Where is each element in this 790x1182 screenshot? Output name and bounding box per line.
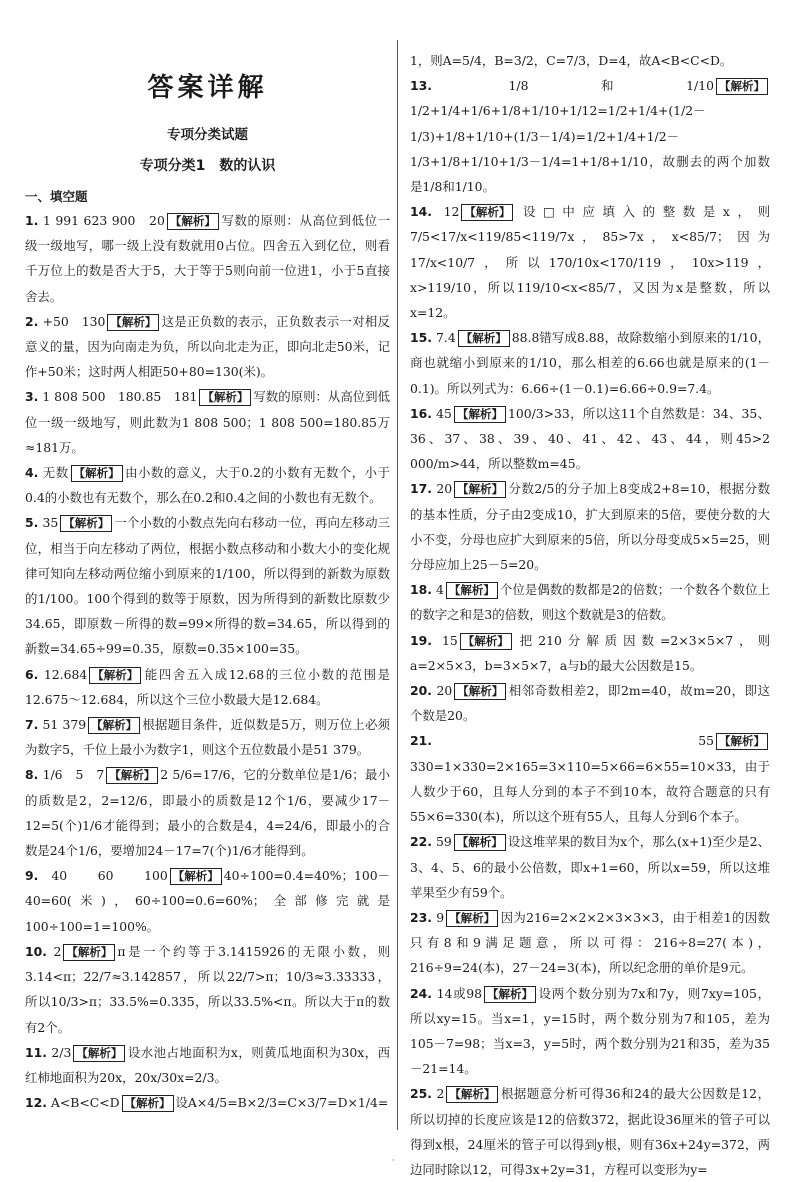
answer-value: 1/6 5 7 <box>42 767 105 783</box>
answer-number: 24. <box>410 985 432 1001</box>
answer-value: 59 <box>435 834 452 850</box>
answer-item <box>410 476 770 577</box>
answer-number: 7. <box>25 717 39 733</box>
analysis-tag: 【解析】 <box>71 465 123 482</box>
answer-item <box>410 905 770 981</box>
answer-number: 12. <box>25 1095 47 1111</box>
answer-number: 14. <box>410 204 432 220</box>
answer-number: 17. <box>410 481 432 497</box>
answer-number: 6. <box>25 666 39 682</box>
analysis-text: 由小数的意义，大于0.2的小数有无数个，小于0.4的小数也有无数个，那么在0.2和0.4之间的小数也有无数个。 <box>25 465 390 506</box>
analysis-text: 88.8错写成8.88，故除数缩小到原来的1/10，商也就缩小到原来的1/10，那么相差的6.66也就是原来的(1－0.1)。所以列式为：6.66÷(1－0.1)=6.66÷0.9=7.4。 <box>410 330 770 396</box>
answer-number: 10. <box>25 943 47 959</box>
answer-number: 8. <box>25 767 39 783</box>
analysis-text: 设这堆苹果的数目为x个，那么(x+1)至少是2、3、4、5、6的最小公倍数，即x+1=60，所以x=59，所以这堆苹果至少有59个。 <box>410 834 770 900</box>
answer-item <box>25 309 390 385</box>
answer-number: 23. <box>410 909 432 925</box>
answer-value: 1/8和1/10 <box>508 78 714 94</box>
answer-item <box>25 1090 390 1115</box>
analysis-tag: 【解析】 <box>107 314 159 331</box>
answer-value: 15 <box>441 632 458 648</box>
section-heading: 专项分类试题 <box>167 127 248 143</box>
answer-value: +50 130 <box>42 313 106 329</box>
analysis-tag: 【解析】 <box>167 213 219 230</box>
analysis-text: 40÷100=0.4=40%；100－40=60(米)，60÷100=0.6=60%；全部修完就是100÷100=1=100%。 <box>25 868 390 934</box>
answer-value: 9 <box>436 909 445 925</box>
analysis-tag: 【解析】 <box>484 986 536 1003</box>
answer-number: 9. <box>25 868 39 884</box>
answer-item <box>25 1040 390 1090</box>
page-footer-mark: · <box>392 1156 395 1165</box>
answer-value: 4 <box>435 582 444 598</box>
analysis-text: 设A×4/5=B×2/3=C×3/7=D×1/4= <box>175 1095 389 1111</box>
answer-item <box>25 712 390 762</box>
right-answer-list <box>410 48 770 1182</box>
answer-item <box>25 662 390 712</box>
answer-item <box>410 73 770 199</box>
answer-value: 2 <box>436 1086 445 1102</box>
answer-item <box>25 208 390 309</box>
answer-number: 4. <box>25 465 39 481</box>
analysis-text: 相邻奇数相差2，即2m=40，故m=20，即这个数是20。 <box>410 683 770 724</box>
analysis-tag: 【解析】 <box>458 330 510 347</box>
analysis-tag: 【解析】 <box>446 1086 498 1103</box>
analysis-tag: 【解析】 <box>89 667 141 684</box>
analysis-text: 写数的原则：从高位到低位一级一级地写，哪一级上没有数就用0占位。四舍五入到亿位，则看千万位上的数是否大于5，大于等于5则向前一位进1，小于5直接舍去。 <box>25 213 390 304</box>
analysis-text: 1/2+1/4+1/6+1/8+1/10+1/12=1/2+1/4+(1/2－1/3)+1/8+1/10+(1/3－1/4)=1/2+1/4+1/2－1/3+1/8+1/10+1/3－1/4=1+1/8+1/10，故删去的两个加数是1/8和1/10。 <box>410 103 770 195</box>
answer-item <box>410 577 770 627</box>
analysis-tag: 【解析】 <box>106 767 158 784</box>
analysis-text: 根据题目条件，近似数是5万，则万位上必须为数字5，千位上最小为数字1，则这个五位数最小是51 379。 <box>25 717 390 758</box>
answer-item <box>410 199 770 325</box>
answer-value: 40 60 100 <box>51 868 168 884</box>
answer-number: 13. <box>410 78 432 94</box>
answer-item <box>410 1081 770 1182</box>
analysis-tag: 【解析】 <box>446 910 498 927</box>
answer-value: 51 379 <box>42 717 87 733</box>
answer-number: 19. <box>410 632 432 648</box>
answer-number: 2. <box>25 313 39 329</box>
analysis-text: 能四舍五入成12.68的三位小数的范围是12.675～12.684，所以这个三位小数最大是12.684。 <box>25 666 390 707</box>
analysis-text: 把210分解质因数=2×3×5×7，则a=2×5×3，b=3×5×7，a与b的最大公因数是15。 <box>410 632 770 673</box>
analysis-tag: 【解析】 <box>446 582 498 599</box>
answer-item <box>410 401 770 477</box>
analysis-text: 因为216=2×2×2×3×3×3，由于相差1的因数只有8和9满足题意，所以可得：216÷8=27(本)，216÷9=24(本)，27－24=3(本)，所以纪念册的单价是9元。 <box>410 909 770 976</box>
analysis-text: 写数的原则：从高位到低位一级一级地写，则此数为1 808 500；1 808 500=180.85万≈181万。 <box>25 389 390 455</box>
answer-number: 15. <box>410 330 432 346</box>
answer-value: 无数 <box>42 465 69 481</box>
analysis-text: 分数2/5的分子加上8变成2+8=10，根据分数的基本性质，分子由2变成10，扩大到原来的5倍，要使分数的大小不变，分母也应扩大到原来的5倍，所以分母变成5×5=25，则分母应加上25－5=20。 <box>410 481 770 573</box>
analysis-text: 设水池占地面积为x，则黄瓜地面积为30x，西红柿地面积为20x，20x/30x=2/3。 <box>25 1044 390 1085</box>
analysis-tag: 【解析】 <box>454 406 506 423</box>
answer-item <box>410 981 770 1082</box>
page-title: 答案详解 <box>147 73 268 103</box>
answer-value: 20 <box>436 683 453 699</box>
answer-item <box>25 384 390 460</box>
analysis-text: π是一个约等于3.1415926的无限小数，则3.14<π；22/7≈3.142857，所以22/7>π；10/3≈3.33333，所以10/3>π；33.5%=0.335，所以33.5%<π。所以大于π的数有2个。 <box>25 943 390 1035</box>
answer-number: 16. <box>410 405 432 421</box>
analysis-tag: 【解析】 <box>454 834 506 851</box>
analysis-tag: 【解析】 <box>454 683 506 700</box>
answer-number: 18. <box>410 582 432 598</box>
answer-value: 7.4 <box>436 330 456 346</box>
answer-item <box>25 939 390 1040</box>
analysis-text: 设两个数分别为7x和7y，则7xy=105，所以xy=15。当x=1，y=15时，两个数分别为7和105，差为105－7=98；当x=3，y=5时，两个数分别为21和35，差为35－21=14。 <box>410 985 770 1077</box>
analysis-text: 个位是偶数的数都是2的倍数；一个数各个数位上的数字之和是3的倍数，则这个数就是3的倍数。 <box>410 582 770 623</box>
answer-value: 1 808 500 180.85 181 <box>42 389 198 405</box>
answer-value: 20 <box>436 481 453 497</box>
answer-value: 35 <box>42 515 59 531</box>
answer-number: 25. <box>410 1086 432 1102</box>
analysis-text: 2 5/6=17/6，它的分数单位是1/6；最小的质数是2，2=12/6，即最小的质数是12个1/6，要减少17－12=5(个)1/6才能得到；最小的合数是4，4=24/6，即最小的合数是24个1/6，要增加24－17=7(个)1/6才能得到。 <box>25 767 390 859</box>
analysis-tag: 【解析】 <box>199 389 251 406</box>
analysis-tag: 【解析】 <box>63 944 115 961</box>
answer-item <box>25 863 390 939</box>
analysis-text: 1，则A=5/4，B=3/2，C=7/3，D=4，故A<B<C<D。 <box>410 53 733 68</box>
analysis-tag: 【解析】 <box>73 1045 125 1062</box>
answer-number: 1. <box>25 213 39 228</box>
analysis-text: 设□中应填入的整数是x，则7/5<17/x<119/85<119/7x，85>7x，x<85/7；因为17/x<10/7，所以170/10x<170/119，10x>119，x>119/10，所以119/10<x<85/7，又因为x是整数，所以x=12。 <box>410 204 770 321</box>
question-type-heading: 一、填空题 <box>25 189 88 204</box>
answer-value: 14或98 <box>436 985 482 1001</box>
analysis-text: 100/3>33，所以这11个自然数是：34、35、36、37、38、39、40、41、42、43、44，则45>2 000/m>44，所以整数m=45。 <box>410 405 770 472</box>
answer-value: 12 <box>443 204 460 220</box>
analysis-text: 330=1×330=2×165=3×110=5×66=6×55=10×33，由于人数少于60，且每人分到的本子不到10本，故符合题意的只有55×6=330(本)，所以这个班有55人，且每人分到6个本子。 <box>410 758 770 825</box>
answer-value: A<B<C<D <box>50 1095 120 1111</box>
analysis-tag: 【解析】 <box>716 78 768 95</box>
answer-value: 2 <box>53 943 62 959</box>
analysis-text: 这是正负数的表示，正负数表示一对相反意义的量，因为向南走为负，所以向北走为正，即向北走50米，记作+50米；这时两人相距50+80=130(米)。 <box>25 313 390 380</box>
analysis-tag: 【解析】 <box>60 515 112 532</box>
analysis-tag: 【解析】 <box>170 868 222 885</box>
answer-number: 3. <box>25 389 39 405</box>
answer-value: 1 991 623 900 20 <box>42 213 165 228</box>
analysis-tag: 【解析】 <box>460 633 512 650</box>
answer-item <box>410 728 770 829</box>
answer-item <box>410 628 770 678</box>
answer-item <box>410 829 770 905</box>
answer-value: 12.684 <box>43 666 88 682</box>
analysis-text: 一个小数的小数点先向右移动一位，再向左移动三位，相当于向左移动了两位，根据小数点移动和小数大小的变化规律可知向左移动两位缩小到原来的1/100，所以得到的新数为原数的1/100。100个得到的数等于原数，因为所得到的新数比原数少34.65，即原数－所得的数=99×所得的数=34.65，所以得到的新数=34.65÷99=0.35，原数=0.35×100=35。 <box>25 515 390 657</box>
answer-number: 20. <box>410 683 432 699</box>
subsection-heading: 专项分类1 数的认识 <box>139 158 276 174</box>
answer-item <box>410 325 770 401</box>
analysis-tag: 【解析】 <box>716 733 768 750</box>
left-column <box>25 44 390 1115</box>
analysis-tag: 【解析】 <box>88 717 140 734</box>
answer-number: 21. <box>410 733 432 749</box>
column-divider <box>397 40 398 1130</box>
answer-value: 45 <box>436 405 452 421</box>
answer-value: 55 <box>698 733 714 749</box>
analysis-tag: 【解析】 <box>122 1095 174 1112</box>
analysis-tag: 【解析】 <box>461 204 513 221</box>
answer-number: 22. <box>410 834 432 850</box>
left-answer-list <box>25 208 390 1115</box>
answer-item <box>25 510 390 661</box>
answer-value: 2/3 <box>51 1044 72 1060</box>
answer-item <box>25 460 390 510</box>
answer-number: 11. <box>25 1044 47 1060</box>
answer-item <box>25 762 390 863</box>
analysis-text: 根据题意分析可得36和24的最大公因数是12，所以切掉的长度应该是12的倍数372，据此设36厘米的管子可以得到x根，24厘米的管子可以得到y根，则有36x+24y=372，两边同时除以12，可得3x+2y=31，方程可以变形为y= <box>410 1086 770 1177</box>
answer-item <box>410 678 770 728</box>
analysis-tag: 【解析】 <box>454 481 506 498</box>
answer-number: 5. <box>25 515 39 531</box>
answer-item <box>410 48 770 73</box>
right-column <box>410 44 770 1182</box>
